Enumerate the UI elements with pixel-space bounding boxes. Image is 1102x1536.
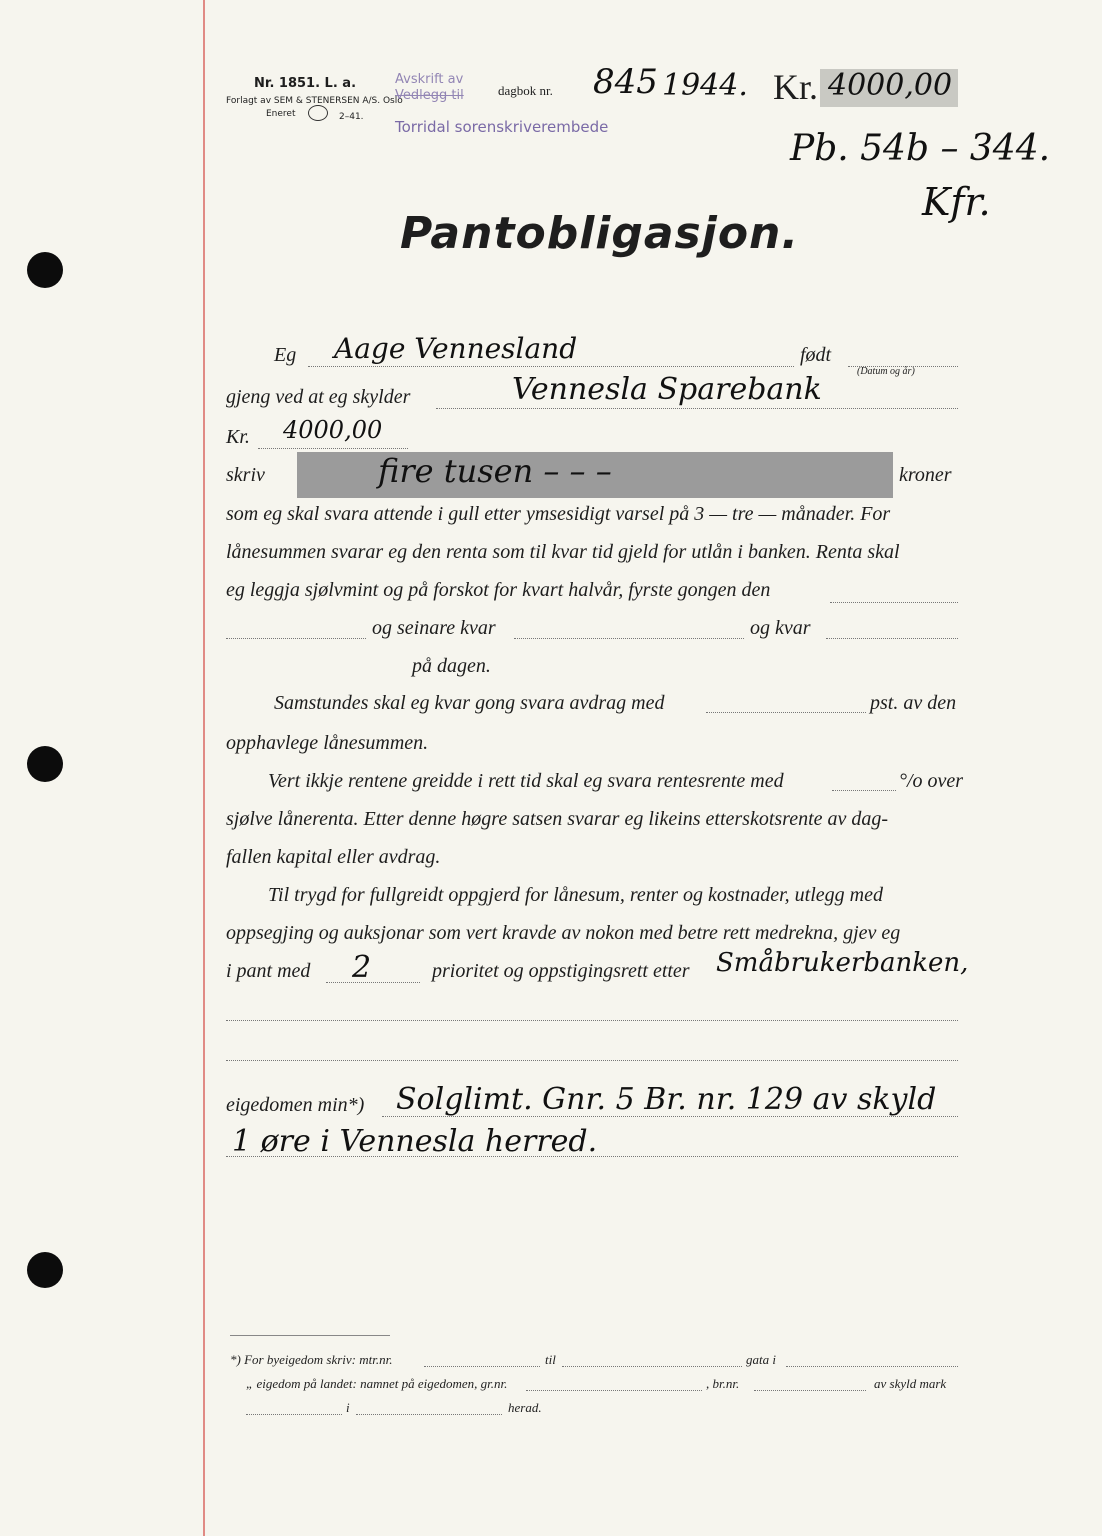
footnote-separator xyxy=(230,1335,390,1336)
date-line-b xyxy=(514,638,744,639)
footnote-line2-a: „ eigedom på landet: namnet på eigedomen, gr.nr. xyxy=(246,1376,508,1391)
publisher-line: Forlagt av SEM & STENERSEN A/S. Oslo xyxy=(226,96,403,106)
vert-ikkje-text: Vert ikkje rentene greidde i rett tid skal eg svara rentesrente med xyxy=(268,770,784,792)
blank-line-2 xyxy=(226,1060,958,1061)
name-line xyxy=(308,366,794,367)
terms-line-3: eg leggja sjølvmint og på forskot for kvart halvår, fyrste gongen den xyxy=(226,579,771,601)
footnote-line3-b: herad. xyxy=(508,1400,542,1415)
dagbok-label: dagbok nr. xyxy=(498,83,553,98)
kr-label: Kr. xyxy=(226,426,250,448)
datum-hint: (Datum og år) xyxy=(857,366,915,377)
eigedomen-label: eigedomen min*) xyxy=(226,1094,365,1116)
fodt-label: født xyxy=(800,344,832,366)
til-trygd-text: Til trygd for fullgreidt oppgjerd for lånesum, renter og kostnader, utlegg med xyxy=(268,884,883,906)
footnote-line2-c: av skyld mark xyxy=(874,1376,947,1391)
footnote-line1-c: gata i xyxy=(746,1352,776,1367)
prioritet-text: prioritet og oppstigingsrett etter xyxy=(432,960,690,982)
i-pant-label: i pant med xyxy=(226,960,311,982)
property-line-1-text: Solglimt. Gnr. 5 Br. nr. 129 av skyld xyxy=(396,1082,937,1117)
amount-words: fire tusen – – – xyxy=(378,452,612,490)
avdrag-line xyxy=(706,712,866,713)
pst-label: pst. av den xyxy=(870,692,957,714)
terms-line-2: lånesummen svarar eg den renta som til kvar tid gjeld for utlån i banken. Renta skal xyxy=(226,541,900,563)
og-kvar-label: og kvar xyxy=(750,617,811,639)
footnote-line2-b: , br.nr. xyxy=(706,1376,740,1391)
rente-line xyxy=(832,790,896,791)
prior-bank: Småbrukerbanken, xyxy=(716,948,969,978)
document-title: Pantobligasjon. xyxy=(400,208,800,259)
fallen-text: fallen kapital eller avdrag. xyxy=(226,846,441,868)
terms-line-1: som eg skal svara attende i gull etter ymsesidigt varsel på 3 — tre — månader. For xyxy=(226,503,891,525)
red-margin-line xyxy=(203,0,205,1536)
prioritet-line xyxy=(326,982,420,983)
dagbok-number: 845 xyxy=(593,62,658,102)
pct-over: °/o over xyxy=(899,770,964,792)
property-line-2-text: 1 øre i Vennesla herred. xyxy=(232,1124,598,1159)
herad-line xyxy=(356,1414,502,1415)
line3-pre xyxy=(246,1414,342,1415)
header-kr-amount: 4000,00 xyxy=(828,68,953,103)
date-line-a xyxy=(226,638,366,639)
reference-number: Pb. 54b – 344. xyxy=(790,128,1051,169)
seinare-label: og seinare kvar xyxy=(372,617,496,639)
gata-line xyxy=(786,1366,958,1367)
debtor-name: Aage Vennesland xyxy=(334,332,578,365)
date-line-c xyxy=(826,638,958,639)
footnote-line1-a: *) For byeigedom skriv: mtr.nr. xyxy=(230,1352,393,1367)
prioritet-number: 2 xyxy=(352,950,372,985)
creditor-name: Vennesla Sparebank xyxy=(512,372,822,407)
stamp-office: Torridal sorenskriverembede xyxy=(395,118,609,136)
eg-label: Eg xyxy=(274,344,297,366)
oppsegjing-text: oppsegjing og auksjonar som vert kravde av nokon med betre rett medrekna, gjev eg xyxy=(226,922,901,944)
kfr-note: Kfr. xyxy=(922,180,991,224)
first-date-line xyxy=(830,602,958,603)
date-code: 2–41. xyxy=(339,112,364,122)
opphavlege-text: opphavlege lånesummen. xyxy=(226,732,429,754)
kr-line xyxy=(258,448,408,449)
form-number: Nr. 1851. L. a. xyxy=(254,76,357,91)
mtr-line xyxy=(424,1366,540,1367)
kroner-label: kroner xyxy=(899,464,952,486)
grnr-line xyxy=(526,1390,702,1391)
creditor-line xyxy=(436,408,958,409)
samstundes-text: Samstundes skal eg kvar gong svara avdrag med xyxy=(274,692,665,714)
punch-hole xyxy=(27,746,63,782)
stamp-vedlegg: Vedlegg til xyxy=(395,88,464,103)
punch-hole xyxy=(27,1252,63,1288)
skylder-label: gjeng ved at eg skylder xyxy=(226,386,411,408)
punch-hole xyxy=(27,252,63,288)
publisher-logo xyxy=(308,105,328,121)
header-kr-label: Kr. xyxy=(773,67,818,107)
kr-amount: 4000,00 xyxy=(283,416,383,444)
brnr-line xyxy=(754,1390,866,1391)
til-line xyxy=(562,1366,742,1367)
year: 1944. xyxy=(662,68,748,103)
paa-dagen: på dagen. xyxy=(412,655,491,677)
stamp-avskrift: Avskrift av xyxy=(395,72,464,87)
eneret-label: Eneret xyxy=(266,109,296,119)
blank-line-1 xyxy=(226,1020,958,1021)
skriv-label: skriv xyxy=(226,464,265,486)
footnote-line1-b: til xyxy=(545,1352,556,1367)
footnote-line3-a: i xyxy=(346,1400,350,1415)
sjolve-text: sjølve lånerenta. Etter denne høgre satsen svarar eg likeins etterskotsrente av dag- xyxy=(226,808,889,830)
